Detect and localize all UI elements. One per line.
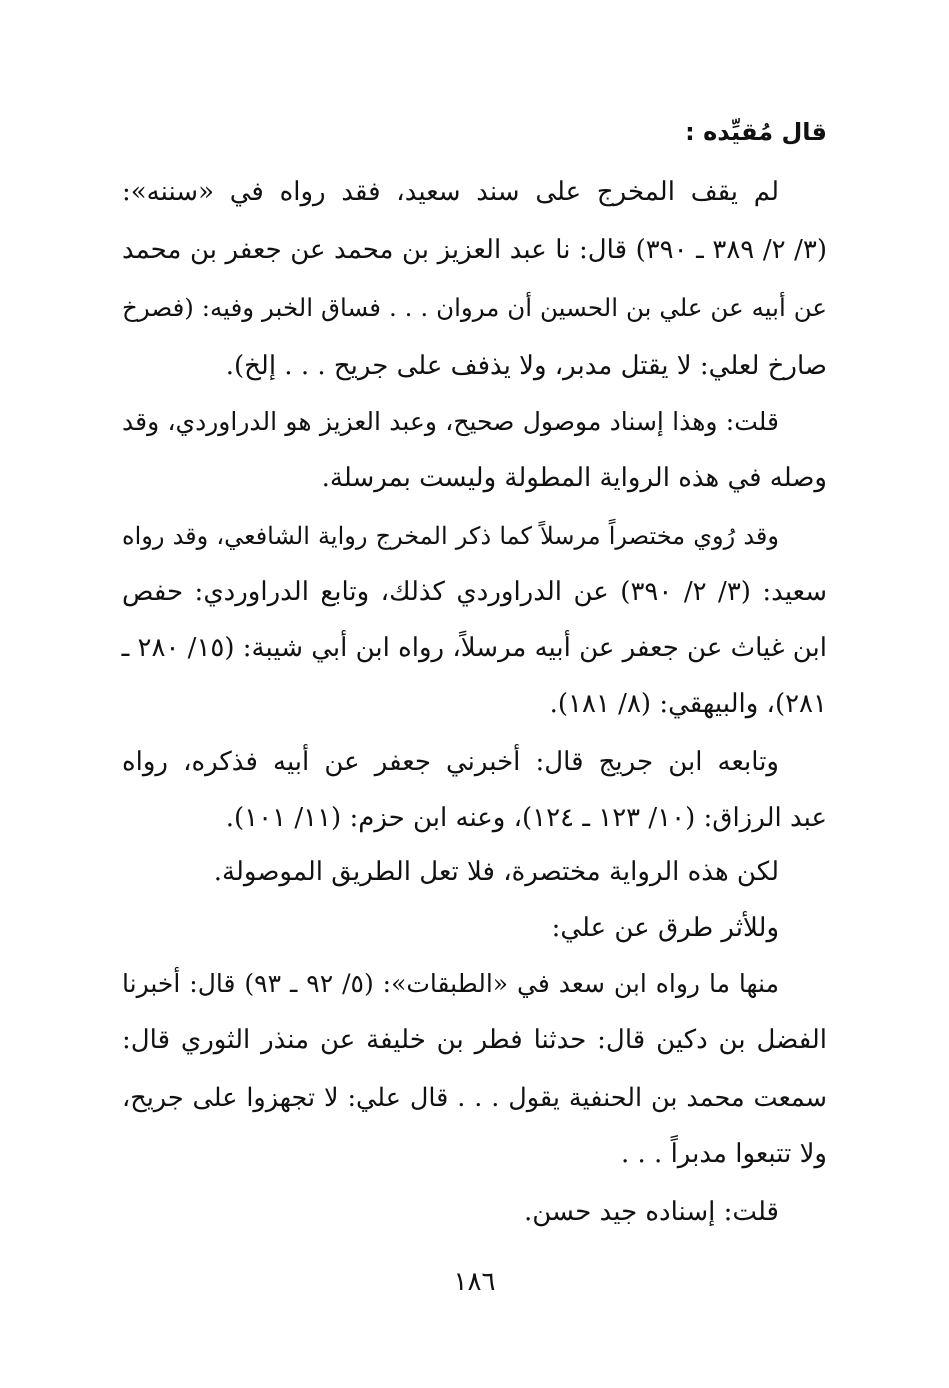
text-line: الفضل بن دكين قال: حدثنا فطر بن خليفة عن منذر الثوري قال: [122,1025,827,1055]
text-line: لم يقف المخرج على سند سعيد، فقد رواه في «سننه»: [122,177,779,207]
text-line: ابن غياث عن جعفر عن أبيه مرسلاً، رواه ابن أبي شيبة: (١٥/ ٢٨٠ ـ [121,633,827,663]
text-line: وللأثر طرق عن علي: [551,913,779,943]
text-line: ولا تتبعوا مدبراً . . . [620,1139,827,1169]
text-line: قلت: وهذا إسناد موصول صحيح، وعبد العزيز هو الدراوردي، وقد [122,407,779,436]
text-line: وتابعه ابن جريج قال: أخبرني جعفر عن أبيه فذكره، رواه [122,747,779,777]
section-heading: قال مُقيِّده : [685,118,827,146]
text-line: عبد الرزاق: (١٠/ ١٢٣ ـ ١٢٤)، وعنه ابن حزم: (١١/ ١٠١). [225,803,827,833]
text-line: سمعت محمد بن الحنفية يقول . . . قال علي: لا تجهزوا على جريح، [122,1083,827,1113]
text-line: ٢٨١)، والبيهقي: (٨/ ١٨١). [549,689,827,719]
page-number: ١٨٦ [453,1267,496,1297]
text-line: عن أبيه عن علي بن الحسين أن مروان . . . فساق الخبر وفيه: (فصرخ [122,293,827,322]
text-line: وقد رُوي مختصراً مرسلاً كما ذكر المخرج رواية الشافعي، وقد رواه [122,522,779,550]
text-line: وصله في هذه الرواية المطولة وليست بمرسلة. [321,463,827,493]
text-line: منها ما رواه ابن سعد في «الطبقات»: (٥/ ٩٢ ـ ٩٣) قال: أخبرنا [122,969,779,998]
text-line: صارخ لعلي: لا يقتل مدبر، ولا يذفف على جريح . . . إلخ). [225,351,827,381]
text-line: (٣/ ٢/ ٣٨٩ ـ ٣٩٠) قال: نا عبد العزيز بن محمد عن جعفر بن محمد [122,235,828,265]
text-line: لكن هذه الرواية مختصرة، فلا تعل الطريق الموصولة. [213,857,779,887]
text-line: سعيد: (٣/ ٢/ ٣٩٠) عن الدراوردي كذلك، وتابع الدراوردي: حفص [122,577,828,607]
text-line: قلت: إسناده جيد حسن. [524,1197,779,1227]
